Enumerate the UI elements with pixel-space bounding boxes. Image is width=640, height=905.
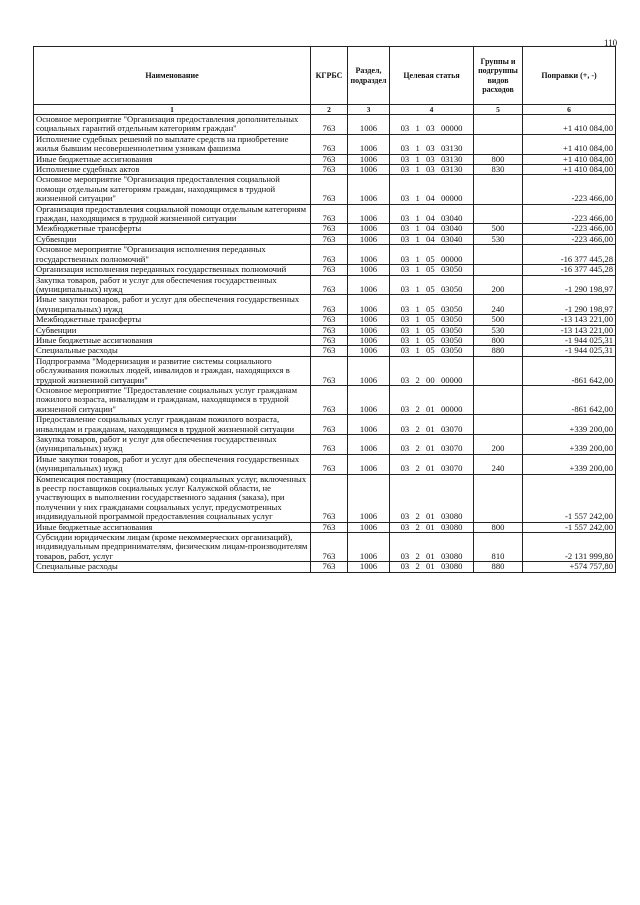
col-number: 2 <box>311 105 348 115</box>
cell-target: 03 1 03 03130 <box>390 165 474 175</box>
cell-section: 1006 <box>348 165 390 175</box>
cell-target: 03 1 04 00000 <box>390 175 474 204</box>
col-number: 6 <box>523 105 616 115</box>
table-row <box>34 295 616 315</box>
cell-amount: -1 944 025,31 <box>523 346 616 356</box>
cell-kgrbs: 763 <box>311 295 348 315</box>
cell-kgrbs: 763 <box>311 224 348 234</box>
cell-target: 03 2 01 03070 <box>390 415 474 435</box>
cell-section: 1006 <box>348 415 390 435</box>
table-row <box>34 245 616 265</box>
cell-name: Субвенции <box>34 325 311 335</box>
cell-amount: -16 377 445,28 <box>523 265 616 275</box>
cell-section: 1006 <box>348 474 390 522</box>
header-amend: Поправки (+, -) <box>523 47 616 105</box>
cell-section: 1006 <box>348 295 390 315</box>
cell-name: Иные бюджетные ассигнования <box>34 335 311 345</box>
cell-kgrbs: 763 <box>311 234 348 244</box>
cell-group: 800 <box>474 154 523 164</box>
cell-name: Межбюджетные трансферты <box>34 224 311 234</box>
col-number: 1 <box>34 105 311 115</box>
header-kgrbs: КГРБС <box>311 47 348 105</box>
cell-name: Исполнение судебных актов <box>34 165 311 175</box>
cell-kgrbs: 763 <box>311 265 348 275</box>
cell-target: 03 1 05 03050 <box>390 325 474 335</box>
cell-kgrbs: 763 <box>311 115 348 135</box>
cell-target: 03 1 05 03050 <box>390 265 474 275</box>
cell-target: 03 1 05 00000 <box>390 245 474 265</box>
cell-target: 03 2 01 03080 <box>390 522 474 532</box>
table-row <box>34 435 616 455</box>
cell-section: 1006 <box>348 234 390 244</box>
col-number: 3 <box>348 105 390 115</box>
cell-kgrbs: 763 <box>311 356 348 385</box>
cell-amount: +339 200,00 <box>523 415 616 435</box>
table-row <box>34 154 616 164</box>
cell-kgrbs: 763 <box>311 435 348 455</box>
cell-target: 03 1 03 03130 <box>390 134 474 154</box>
col-number: 4 <box>390 105 474 115</box>
table-header-row <box>34 47 616 105</box>
cell-group: 200 <box>474 275 523 295</box>
cell-amount: +339 200,00 <box>523 454 616 474</box>
cell-section: 1006 <box>348 562 390 572</box>
cell-name: Иные бюджетные ассигнования <box>34 522 311 532</box>
cell-name: Закупка товаров, работ и услуг для обеспечения государственных (муниципальных) нужд <box>34 275 311 295</box>
cell-kgrbs: 763 <box>311 134 348 154</box>
cell-name: Основное мероприятие "Организация предоставления дополнительных социальных гарантий отдельным категориям граждан" <box>34 115 311 135</box>
cell-kgrbs: 763 <box>311 325 348 335</box>
cell-target: 03 1 05 03050 <box>390 295 474 315</box>
cell-name: Основное мероприятие "Организация предоставления социальной помощи отдельным категориям граждан, находящимся в трудной жизненной ситуации" <box>34 175 311 204</box>
cell-group: 240 <box>474 295 523 315</box>
cell-amount: +1 410 084,00 <box>523 134 616 154</box>
cell-group <box>474 356 523 385</box>
cell-amount: -1 290 198,97 <box>523 275 616 295</box>
cell-target: 03 2 01 03080 <box>390 474 474 522</box>
cell-name: Компенсация поставщику (поставщикам) социальных услуг, включенных в реестр поставщиков социальных услуг Калужской области, не участвующих в выполнении государственного задания (заказа), при получении у них гражданами социальных услуг, предусмотренных индивидуальной программой предоставления социальных услуг <box>34 474 311 522</box>
cell-target: 03 1 05 03050 <box>390 275 474 295</box>
cell-amount: -223 466,00 <box>523 234 616 244</box>
cell-target: 03 1 04 03040 <box>390 234 474 244</box>
cell-kgrbs: 763 <box>311 165 348 175</box>
cell-amount: -16 377 445,28 <box>523 245 616 265</box>
header-group: Группы и подгруппы видов расходов <box>474 47 523 105</box>
header-target: Целевая статья <box>390 47 474 105</box>
cell-group <box>474 385 523 414</box>
cell-group: 810 <box>474 533 523 562</box>
header-section: Раздел, подраздел <box>348 47 390 105</box>
cell-section: 1006 <box>348 325 390 335</box>
cell-section: 1006 <box>348 435 390 455</box>
table-row <box>34 562 616 572</box>
cell-name: Исполнение судебных решений по выплате средств на приобретение жилья бывшим несовершеннолетним узникам фашизма <box>34 134 311 154</box>
cell-amount: +1 410 084,00 <box>523 165 616 175</box>
cell-section: 1006 <box>348 522 390 532</box>
table-row <box>34 115 616 135</box>
cell-target: 03 1 05 03050 <box>390 335 474 345</box>
cell-group: 240 <box>474 454 523 474</box>
cell-target: 03 1 03 03130 <box>390 154 474 164</box>
cell-section: 1006 <box>348 134 390 154</box>
table-row <box>34 175 616 204</box>
cell-kgrbs: 763 <box>311 335 348 345</box>
cell-kgrbs: 763 <box>311 454 348 474</box>
cell-kgrbs: 763 <box>311 533 348 562</box>
cell-name: Предоставление социальных услуг гражданам пожилого возраста, инвалидам и гражданам, находящимся в трудной жизненной ситуации <box>34 415 311 435</box>
cell-kgrbs: 763 <box>311 562 348 572</box>
cell-kgrbs: 763 <box>311 154 348 164</box>
cell-target: 03 2 01 03070 <box>390 435 474 455</box>
cell-amount: -2 131 999,80 <box>523 533 616 562</box>
cell-amount: -223 466,00 <box>523 204 616 224</box>
cell-group: 200 <box>474 435 523 455</box>
cell-name: Межбюджетные трансферты <box>34 315 311 325</box>
cell-group <box>474 115 523 135</box>
cell-target: 03 1 04 03040 <box>390 224 474 234</box>
cell-target: 03 1 05 03050 <box>390 315 474 325</box>
cell-group: 500 <box>474 315 523 325</box>
cell-group <box>474 204 523 224</box>
cell-group: 800 <box>474 335 523 345</box>
page-number: 110 <box>604 38 618 48</box>
table-row <box>34 315 616 325</box>
cell-target: 03 1 05 03050 <box>390 346 474 356</box>
cell-kgrbs: 763 <box>311 415 348 435</box>
cell-group: 830 <box>474 165 523 175</box>
cell-kgrbs: 763 <box>311 245 348 265</box>
cell-amount: +1 410 084,00 <box>523 115 616 135</box>
cell-amount: -1 557 242,00 <box>523 474 616 522</box>
cell-amount: -13 143 221,00 <box>523 325 616 335</box>
cell-group: 530 <box>474 325 523 335</box>
table-row <box>34 346 616 356</box>
cell-group <box>474 415 523 435</box>
cell-kgrbs: 763 <box>311 275 348 295</box>
table-row <box>34 356 616 385</box>
cell-section: 1006 <box>348 346 390 356</box>
cell-amount: -223 466,00 <box>523 175 616 204</box>
cell-kgrbs: 763 <box>311 315 348 325</box>
cell-amount: +574 757,80 <box>523 562 616 572</box>
cell-kgrbs: 763 <box>311 346 348 356</box>
table-row <box>34 335 616 345</box>
cell-name: Организация исполнения переданных государственных полномочий <box>34 265 311 275</box>
table-row <box>34 533 616 562</box>
cell-section: 1006 <box>348 154 390 164</box>
cell-name: Основное мероприятие "Предоставление социальных услуг гражданам пожилого возраста, инвалидам и гражданам, находящимся в трудной жизненной ситуации" <box>34 385 311 414</box>
column-number-row <box>34 105 616 115</box>
cell-group: 500 <box>474 224 523 234</box>
table-row <box>34 325 616 335</box>
table-row <box>34 204 616 224</box>
table-row <box>34 224 616 234</box>
cell-section: 1006 <box>348 224 390 234</box>
cell-group <box>474 265 523 275</box>
cell-group: 880 <box>474 346 523 356</box>
cell-amount: -1 557 242,00 <box>523 522 616 532</box>
col-number: 5 <box>474 105 523 115</box>
cell-name: Субвенции <box>34 234 311 244</box>
cell-name: Иные закупки товаров, работ и услуг для обеспечения государственных (муниципальных) нужд <box>34 295 311 315</box>
cell-section: 1006 <box>348 533 390 562</box>
cell-section: 1006 <box>348 204 390 224</box>
cell-name: Основное мероприятие "Организация исполнения переданных государственных полномочий" <box>34 245 311 265</box>
table-row <box>34 415 616 435</box>
table-row <box>34 522 616 532</box>
table-row <box>34 474 616 522</box>
cell-name: Специальные расходы <box>34 562 311 572</box>
table-row <box>34 454 616 474</box>
cell-group <box>474 134 523 154</box>
cell-amount: +1 410 084,00 <box>523 154 616 164</box>
cell-name: Организация предоставления социальной помощи отдельным категориям граждан, находящимся в трудной жизненной ситуации <box>34 204 311 224</box>
table-row <box>34 385 616 414</box>
cell-target: 03 2 01 03080 <box>390 533 474 562</box>
cell-name: Иные бюджетные ассигнования <box>34 154 311 164</box>
table-row <box>34 265 616 275</box>
cell-kgrbs: 763 <box>311 385 348 414</box>
cell-amount: -1 290 198,97 <box>523 295 616 315</box>
cell-group: 800 <box>474 522 523 532</box>
cell-target: 03 2 00 00000 <box>390 356 474 385</box>
cell-amount: -861 642,00 <box>523 356 616 385</box>
cell-target: 03 2 01 00000 <box>390 385 474 414</box>
cell-amount: +339 200,00 <box>523 435 616 455</box>
cell-section: 1006 <box>348 275 390 295</box>
cell-name: Специальные расходы <box>34 346 311 356</box>
cell-kgrbs: 763 <box>311 474 348 522</box>
cell-group: 880 <box>474 562 523 572</box>
cell-group <box>474 474 523 522</box>
cell-target: 03 1 04 03040 <box>390 204 474 224</box>
cell-section: 1006 <box>348 315 390 325</box>
table-row <box>34 275 616 295</box>
cell-name: Подпрограмма "Модернизация и развитие системы социального обслуживания пожилых людей, инвалидов и граждан, находящихся в трудной жизненной ситуации" <box>34 356 311 385</box>
cell-kgrbs: 763 <box>311 522 348 532</box>
table-row <box>34 234 616 244</box>
cell-section: 1006 <box>348 175 390 204</box>
cell-amount: -223 466,00 <box>523 224 616 234</box>
cell-target: 03 2 01 03080 <box>390 562 474 572</box>
cell-kgrbs: 763 <box>311 175 348 204</box>
budget-amendments-table <box>33 46 616 573</box>
header-name: Наименование <box>34 47 311 105</box>
cell-section: 1006 <box>348 385 390 414</box>
cell-target: 03 2 01 03070 <box>390 454 474 474</box>
cell-group <box>474 175 523 204</box>
cell-amount: -13 143 221,00 <box>523 315 616 325</box>
cell-section: 1006 <box>348 265 390 275</box>
cell-group <box>474 245 523 265</box>
cell-amount: -1 944 025,31 <box>523 335 616 345</box>
cell-name: Закупка товаров, работ и услуг для обеспечения государственных (муниципальных) нужд <box>34 435 311 455</box>
cell-section: 1006 <box>348 454 390 474</box>
cell-group: 530 <box>474 234 523 244</box>
cell-section: 1006 <box>348 115 390 135</box>
cell-amount: -861 642,00 <box>523 385 616 414</box>
cell-section: 1006 <box>348 335 390 345</box>
cell-kgrbs: 763 <box>311 204 348 224</box>
table-row <box>34 134 616 154</box>
cell-target: 03 1 03 00000 <box>390 115 474 135</box>
cell-name: Иные закупки товаров, работ и услуг для обеспечения государственных (муниципальных) нужд <box>34 454 311 474</box>
table-row <box>34 165 616 175</box>
cell-section: 1006 <box>348 245 390 265</box>
cell-section: 1006 <box>348 356 390 385</box>
cell-name: Субсидии юридическим лицам (кроме некоммерческих организаций), индивидуальным предпринимателям, физическим лицам-производителям товаров, работ, услуг <box>34 533 311 562</box>
